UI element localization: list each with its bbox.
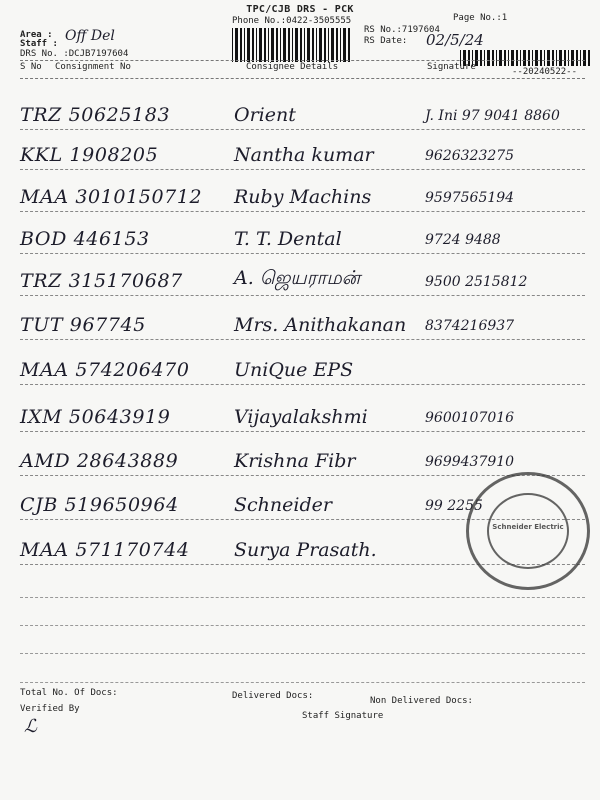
barcode-bar: [516, 50, 518, 66]
barcode-bar: [348, 28, 350, 62]
blank-row-divider: [20, 597, 585, 598]
barcode-bar: [283, 28, 286, 62]
barcode-bar: [508, 50, 509, 66]
barcode-bar: [504, 50, 506, 66]
barcode-bar: [484, 50, 485, 66]
barcode-bar: [492, 50, 494, 66]
row-divider: [20, 211, 585, 212]
barcode-bar: [544, 50, 545, 66]
signature-text: 9500 2515812: [425, 274, 528, 290]
barcode-bar: [304, 28, 305, 62]
barcode-bar: [319, 28, 322, 62]
table-row: [0, 214, 600, 254]
table-row: [0, 300, 600, 340]
table-row: [0, 256, 600, 296]
barcode-bar: [535, 50, 538, 66]
barcode-bar: [583, 50, 586, 66]
consignment-number: KKL 1908205: [20, 144, 159, 166]
signature-text: 9699437910: [425, 454, 515, 470]
stamp-inner-ring: [487, 493, 569, 569]
signature-text: J. Ini 97 9041 8860: [425, 108, 560, 124]
blank-row-divider: [20, 625, 585, 626]
barcode-bar: [556, 50, 557, 66]
barcode-bar: [487, 50, 490, 66]
barcode-bar: [331, 28, 334, 62]
barcode-bar: [528, 50, 530, 66]
barcode-bar: [340, 28, 341, 62]
barcode-bar: [324, 28, 326, 62]
blank-row-divider: [20, 653, 585, 654]
barcode-bar: [571, 50, 574, 66]
verified-by-label: Verified By: [20, 704, 80, 714]
consignment-number: MAA 3010150712: [20, 186, 203, 208]
consignee-name: Vijayalakshmi: [234, 406, 368, 428]
staff-label: Staff :: [20, 39, 58, 49]
row-divider: [20, 384, 585, 385]
barcode-bar: [540, 50, 542, 66]
barcode-bar: [576, 50, 578, 66]
barcode-bar: [520, 50, 521, 66]
barcode-bar: [276, 28, 278, 62]
document-title: TPC/CJB DRS - PCK: [246, 4, 354, 15]
table-row: [0, 90, 600, 130]
barcode-bar: [523, 50, 526, 66]
barcode-bar: [511, 50, 514, 66]
consignment-number: MAA 574206470: [20, 359, 190, 381]
page-number: Page No.:1: [453, 13, 508, 23]
barcode-primary: [232, 28, 354, 62]
barcode-bar: [564, 50, 566, 66]
barcode-bar: [480, 50, 482, 66]
consignment-number: MAA 571170744: [20, 539, 190, 561]
phone-number: Phone No.:0422-3505555: [232, 16, 352, 26]
barcode-bar: [259, 28, 262, 62]
barcode-bar: [244, 28, 245, 62]
signature-text: 9724 9488: [425, 232, 501, 248]
barcode-bar: [499, 50, 502, 66]
column-header-consignment: Consignment No: [55, 62, 131, 72]
consignee-name: Ruby Machins: [234, 186, 372, 208]
barcode-secondary: [460, 50, 592, 66]
row-divider: [20, 253, 585, 254]
row-divider: [20, 339, 585, 340]
consignee-name: Surya Prasath.: [234, 539, 377, 561]
barcode-bar: [532, 50, 533, 66]
barcode-bar: [336, 28, 338, 62]
barcode-bar: [312, 28, 314, 62]
consignee-name: Nantha kumar: [234, 144, 374, 166]
barcode-bar: [568, 50, 569, 66]
barcode-bar: [235, 28, 238, 62]
non-delivered-docs-label: Non Delivered Docs:: [370, 696, 473, 706]
stamp-text: Schneider Electric: [492, 523, 564, 531]
delivered-docs-label: Delivered Docs:: [232, 691, 314, 701]
barcode-bar: [316, 28, 317, 62]
consignment-number: TUT 967745: [20, 314, 146, 336]
barcode-bar: [496, 50, 497, 66]
barcode-bar: [232, 28, 233, 62]
barcode-bar: [300, 28, 302, 62]
barcode-bar: [307, 28, 310, 62]
signature-text: 8374216937: [425, 318, 515, 334]
staff-signature-label: Staff Signature: [302, 711, 384, 721]
consignment-number: TRZ 315170687: [20, 270, 183, 292]
barcode-bar: [268, 28, 269, 62]
consignment-number: TRZ 50625183: [20, 104, 171, 126]
consignee-name: UniQue EPS: [234, 359, 354, 381]
table-row: [0, 172, 600, 212]
consignee-name: Krishna Fibr: [234, 450, 356, 472]
consignee-name: Orient: [234, 104, 296, 126]
signature-text: 9597565194: [425, 190, 515, 206]
barcode-bar: [343, 28, 346, 62]
barcode-bar: [264, 28, 266, 62]
barcode-bar: [288, 28, 290, 62]
header-divider-bottom: [20, 78, 585, 79]
row-divider: [20, 431, 585, 432]
rs-date-label: RS Date:: [364, 36, 408, 46]
signature-text: 99 2255: [425, 498, 483, 514]
barcode-bar: [588, 50, 590, 66]
barcode-bar: [328, 28, 329, 62]
barcode-bar: [247, 28, 250, 62]
total-docs-label: Total No. Of Docs:: [20, 688, 118, 698]
consignee-name: T. T. Dental: [234, 228, 342, 250]
table-row: [0, 130, 600, 170]
consignment-number: BOD 446153: [20, 228, 150, 250]
area-label: Area :: [20, 30, 53, 40]
barcode-bar: [280, 28, 281, 62]
blank-row-divider: [20, 682, 585, 683]
consignment-number: IXM 50643919: [20, 406, 171, 428]
column-header-consignee: Consignee Details: [246, 62, 339, 72]
barcode-bar: [559, 50, 562, 66]
column-header-signature: Signature: [427, 62, 476, 72]
table-row: [0, 436, 600, 476]
consignee-name: Mrs. Anithakanan: [234, 314, 407, 336]
rs-number: RS No.:7197604: [364, 25, 440, 35]
barcode-bar: [240, 28, 242, 62]
rs-date-value: 02/5/24: [426, 31, 484, 49]
barcode-bar: [256, 28, 257, 62]
staff-value: Off Del: [65, 28, 115, 44]
barcode-bar: [580, 50, 581, 66]
signature-text: 9600107016: [425, 410, 515, 426]
signature-text: 9626323275: [425, 148, 515, 164]
company-stamp: [466, 472, 590, 590]
table-row: [0, 392, 600, 432]
barcode-bar: [547, 50, 550, 66]
barcode-bar: [552, 50, 554, 66]
barcode-bar: [252, 28, 254, 62]
drs-number: DRS No. :DCJB7197604: [20, 49, 129, 59]
table-row: [0, 345, 600, 385]
column-header-date: --20240522--: [512, 67, 578, 77]
verified-signature: ℒ: [24, 716, 37, 737]
consignee-name: Schneider: [234, 494, 332, 516]
consignee-name: A. ஜெயராமன்: [234, 267, 361, 289]
row-divider: [20, 169, 585, 170]
consignment-number: CJB 519650964: [20, 494, 179, 516]
row-divider: [20, 295, 585, 296]
consignment-number: AMD 28643889: [20, 450, 179, 472]
column-header-sno: S No: [20, 62, 42, 72]
barcode-bar: [295, 28, 298, 62]
barcode-bar: [271, 28, 274, 62]
header-divider-top: [20, 60, 585, 61]
row-divider: [20, 475, 585, 476]
barcode-bar: [292, 28, 293, 62]
